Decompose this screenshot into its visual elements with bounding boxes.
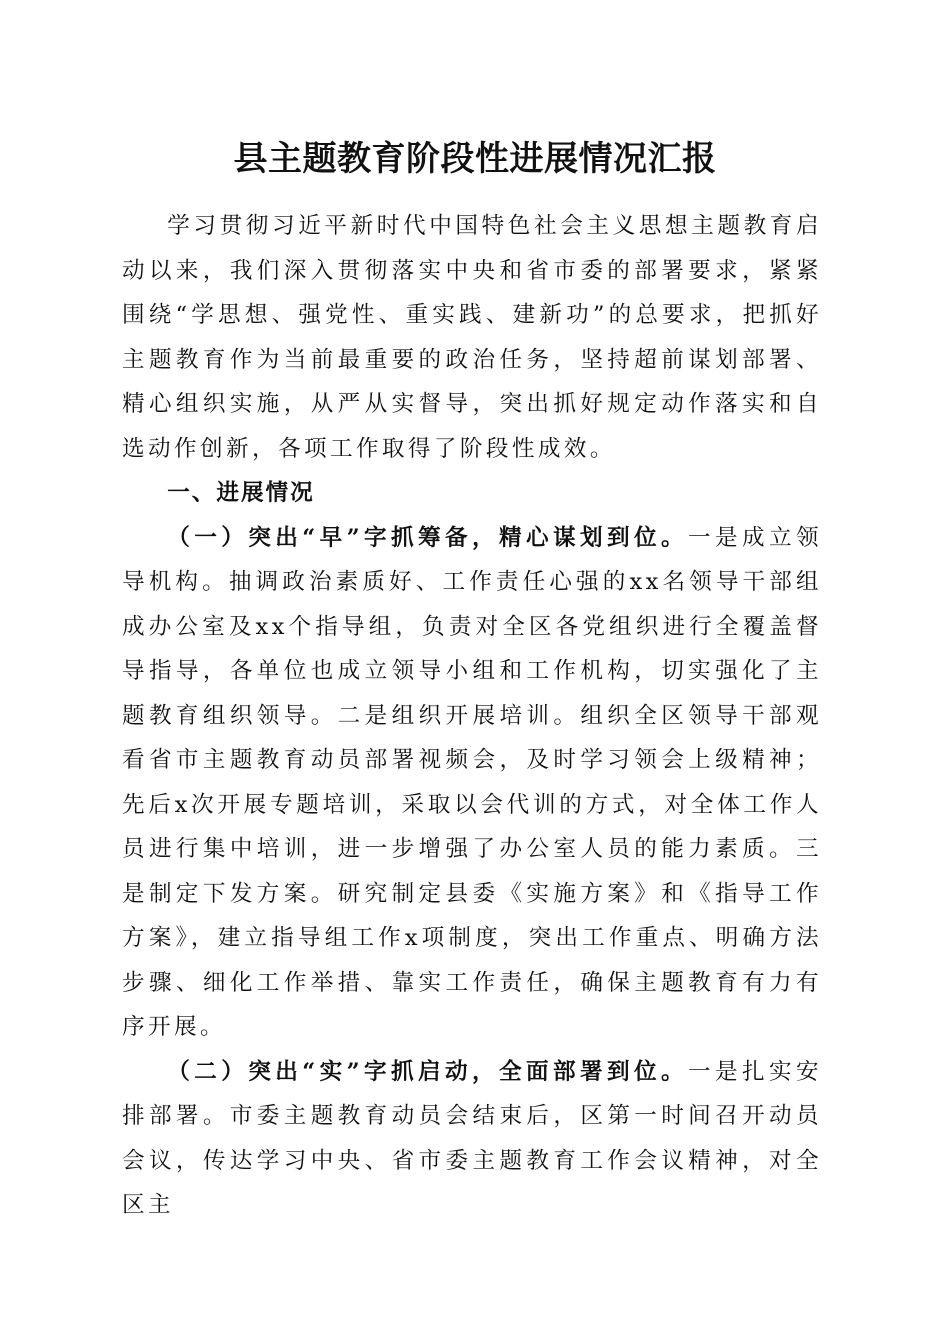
section-heading: 一、进展情况 bbox=[167, 480, 315, 506]
section-item-2 bbox=[122, 1050, 822, 1228]
item-1-body: 一是成立领导机构。抽调政治素质好、工作责任心强的xx名领导干部组成办公室及xx个指导组，负责对全区各党组织进行全覆盖督导指导，各单位也成立领导小组和工作机构，切实强化了主题教育组织领导。二是组织开展培训。组织全区领导干部观看省市主题教育动员部署视频会，及时学习领会上级精神；先后x次开展专题培训，采取以会代训的方式，对全体工作人员进行集中培训，进一步增强了办公室人员的能力素质。三是制定下发方案。研究制定县委《实施方案》和《指导工作方案》，建立指导组工作x项制度，突出工作重点、明确方法步骤、细化工作举措、靠实工作责任，确保主题教育有力有序开展。 bbox=[122, 524, 822, 1040]
item-1-heading: （一）突出“早”字抓筹备，精心谋划到位。 bbox=[167, 524, 688, 551]
intro-paragraph: 学习贯彻习近平新时代中国特色社会主义思想主题教育启动以来，我们深入贯彻落实中央和省市委的部署要求，紧紧围绕“学思想、强党性、重实践、建新功”的总要求，把抓好主题教育作为当前最重要的政治任务，坚持超前谋划部署、精心组织实施，从严从实督导，突出抓好规定动作落实和自选动作创新，各项工作取得了阶段性成效。 bbox=[122, 213, 822, 462]
section-item-1 bbox=[122, 516, 822, 1050]
document-title: 县主题教育阶段性进展情况汇报 bbox=[233, 139, 717, 179]
item-2-body: 一是扎实安排部署。市委主题教育动员会结束后，区第一时间召开动员会议，传达学习中央、省市委主题教育工作会议精神，对全区主 bbox=[122, 1058, 822, 1218]
document-body bbox=[122, 204, 822, 1228]
item-2-heading: （二）突出“实”字抓启动，全面部署到位。 bbox=[167, 1058, 688, 1085]
